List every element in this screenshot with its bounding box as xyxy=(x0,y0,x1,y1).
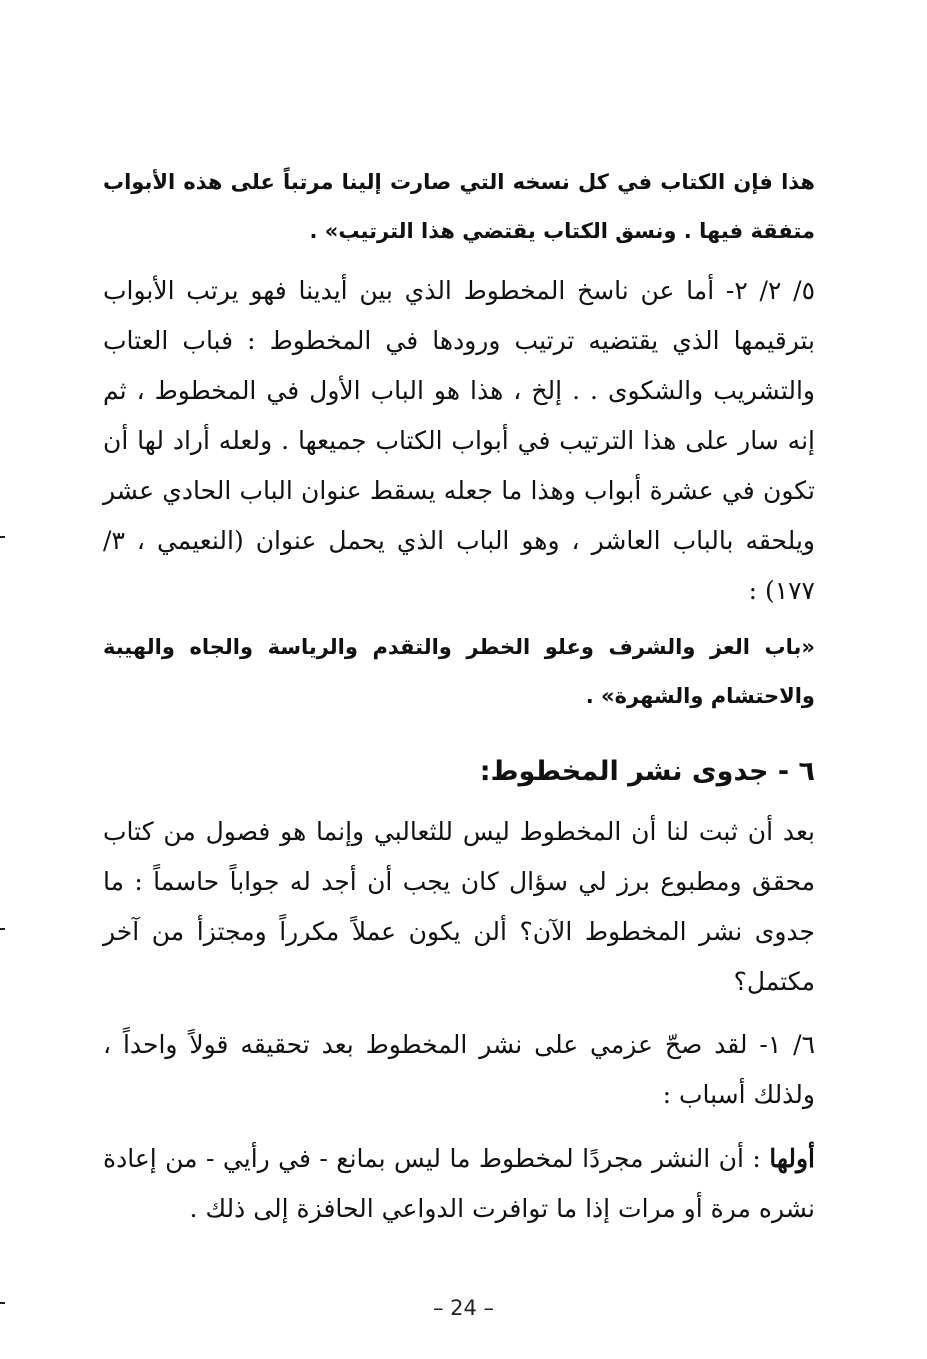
first-reason-label: أولها xyxy=(769,1144,815,1173)
quote-continuation: هذا فإن الكتاب في كل نسخه التي صارت إلينا مرتباً على هذه الأبواب متفقة فيها . ونسق الكتاب يقتضي هذا الترتيب» . xyxy=(103,170,815,243)
paragraph-6-1: ٦/ ١- لقد صحّ عزمي على نشر المخطوط بعد تحقيقه قولاً واحداً ، ولذلك أسباب : xyxy=(103,1030,816,1109)
quote-chapter-title: «باب العز والشرف وعلو الخطر والتقدم والرياسة والجاه والهيبة والاحتشام والشهرة» . xyxy=(103,635,815,708)
page-number: – 24 – xyxy=(432,1296,495,1320)
paragraph-intro: بعد أن ثبت لنا أن المخطوط ليس للثعالبي وإنما هو فصول من كتاب محقق ومطبوع برز لي سؤال كان يجب أن أجد له جواباً حاسماً : ما جدوى نشر المخطوط الآن؟ ألن يكون عملاً مكرراً ومجتزأ من آخر مكتمل؟ xyxy=(103,817,815,996)
scan-edge-mark xyxy=(0,928,5,930)
first-reason-text: : أن النشر مجردًا لمخطوط ما ليس بمانع - في رأيي - من إعادة نشره مرة أو مرات إذا ما توافرت الدواعي الحافزة إلى ذلك . xyxy=(103,1144,815,1223)
scan-edge-mark xyxy=(0,536,5,538)
paragraph-first-reason xyxy=(103,1134,815,1234)
paragraph-5-2-2: ٥/ ٢/ ٢- أما عن ناسخ المخطوط الذي بين أيدينا فهو يرتب الأبواب بترقيمها الذي يقتضيه ترتيب ورودها في المخطوط : فباب العتاب والتشريب والشكوى . . إلخ ، هذا هو الباب الأول في المخطوط ، ثم إنه سار على هذا الترتيب في أبواب الكتاب جميعها . ولعله أراد لها أن تكون في عشرة أبواب وهذا ما جعله يسقط عنوان الباب الحادي عشر ويلحقه بالباب العاشر ، وهو الباب الذي يحمل عنوان (النعيمي ، ٣/ ١٧٧) : xyxy=(103,276,815,605)
section-heading: ٦ - جدوى نشر المخطوط: xyxy=(479,756,815,787)
scan-edge-mark xyxy=(0,1302,5,1304)
